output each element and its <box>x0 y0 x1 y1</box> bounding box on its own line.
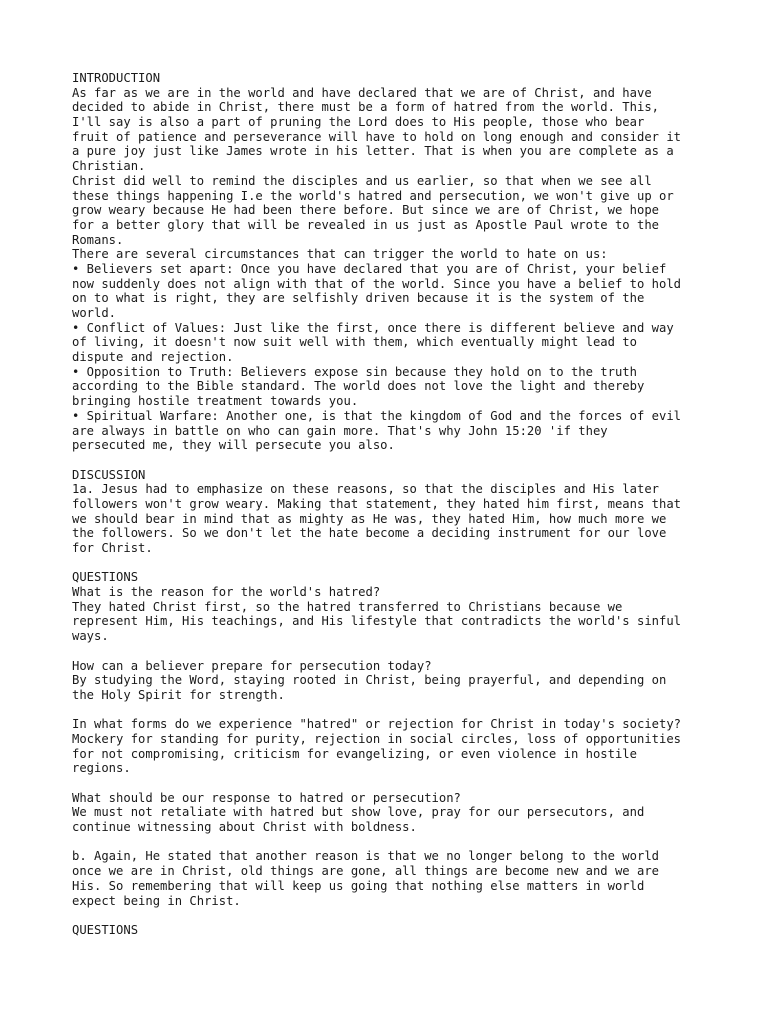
text-line: a pure joy just like James wrote in his letter. That is when you are complete as a <box>72 144 674 159</box>
text-line: for a better glory that will be revealed in us just as Apostle Paul wrote to the <box>72 217 659 232</box>
text-line: Christian. <box>72 159 146 174</box>
text-line: What should be our response to hatred or persecution? <box>72 790 461 805</box>
text-line: DISCUSSION <box>72 467 146 482</box>
text-line: dispute and rejection. <box>72 350 234 365</box>
questions-heading-1 <box>72 570 712 585</box>
paragraph-spacer <box>72 556 712 571</box>
answer-2 <box>72 673 712 702</box>
question-2 <box>72 659 712 674</box>
question-1 <box>72 585 712 600</box>
text-line: How can a believer prepare for persecution today? <box>72 658 432 673</box>
intro-paragraph-2 <box>72 174 712 247</box>
paragraph-spacer <box>72 776 712 791</box>
text-line: for Christ. <box>72 541 153 555</box>
text-line: INTRODUCTION <box>72 71 161 85</box>
text-line: • Spiritual Warfare: Another one, is that the kingdom of God and the forces of evil <box>72 408 682 423</box>
question-3 <box>72 717 712 732</box>
text-line: now suddenly does not align with that of the world. Since you have a belief to hold <box>72 276 682 291</box>
text-line: As far as we are in the world and have declared that we are of Christ, and have <box>72 85 652 100</box>
document-page <box>72 71 712 938</box>
text-line: They hated Christ first, so the hatred transferred to Christians because we <box>72 599 623 614</box>
answer-3 <box>72 732 712 776</box>
text-line: fruit of patience and perseverance will have to hold on long enough and consider it <box>72 129 682 144</box>
text-line: decided to abide in Christ, there must be a form of hatred from the world. This, <box>72 100 659 115</box>
text-line: By studying the Word, staying rooted in Christ, being prayerful, and depending on <box>72 673 667 688</box>
paragraph-spacer <box>72 835 712 850</box>
bullet-spiritual-warfare <box>72 409 712 453</box>
text-line: QUESTIONS <box>72 570 139 585</box>
text-line: Christ did well to remind the disciples and us earlier, so that when we see all <box>72 173 652 188</box>
paragraph-spacer <box>72 908 712 923</box>
text-line: of living, it doesn't now suit well with them, which eventually might lead to <box>72 335 637 350</box>
text-line: • Opposition to Truth: Believers expose sin because they hold on to the truth <box>72 364 637 379</box>
text-line: Romans. <box>72 232 124 247</box>
text-line: according to the Bible standard. The world does not love the light and thereby <box>72 379 645 394</box>
answer-4 <box>72 805 712 834</box>
text-line: expect being in Christ. <box>72 893 241 908</box>
questions-heading-2 <box>72 923 712 938</box>
discussion-1a <box>72 482 712 555</box>
text-line: represent Him, His teachings, and His lifestyle that contradicts the world's sinful <box>72 614 682 629</box>
text-line: • Believers set apart: Once you have declared that you are of Christ, your belief <box>72 261 667 276</box>
text-line: bringing hostile treatment towards you. <box>72 394 359 409</box>
text-line: persecuted me, they will persecute you also. <box>72 438 395 453</box>
text-line: 1a. Jesus had to emphasize on these reasons, so that the disciples and His later <box>72 482 659 497</box>
discussion-heading <box>72 468 712 483</box>
text-line: grow weary because He had been there before. But since we are of Christ, we hope <box>72 203 659 218</box>
text-line: the Holy Spirit for strength. <box>72 687 285 702</box>
intro-paragraph-3 <box>72 247 712 262</box>
text-line: Mockery for standing for purity, rejection in social circles, loss of opportunities <box>72 731 682 746</box>
text-line: for not compromising, criticism for evangelizing, or even violence in hostile <box>72 746 637 761</box>
text-line: b. Again, He stated that another reason is that we no longer belong to the world <box>72 849 659 864</box>
bullet-believers-set-apart <box>72 262 712 321</box>
text-line: • Conflict of Values: Just like the first, once there is different believe and way <box>72 320 674 335</box>
bullet-conflict-of-values <box>72 321 712 365</box>
text-line: His. So remembering that will keep us going that nothing else matters in world <box>72 878 645 893</box>
text-line: I'll say is also a part of pruning the Lord does to His people, those who bear <box>72 115 645 130</box>
paragraph-spacer <box>72 453 712 468</box>
text-line: followers won't grow weary. Making that statement, they hated him first, means that <box>72 496 682 511</box>
question-4 <box>72 791 712 806</box>
bullet-opposition-to-truth <box>72 365 712 409</box>
introduction-heading <box>72 71 712 86</box>
answer-1 <box>72 600 712 644</box>
text-line: There are several circumstances that can trigger the world to hate on us: <box>72 247 608 262</box>
text-line: continue witnessing about Christ with boldness. <box>72 820 417 835</box>
text-line: We must not retaliate with hatred but show love, pray for our persecutors, and <box>72 805 645 820</box>
text-line: we should bear in mind that as mighty as He was, they hated Him, how much more we <box>72 511 667 526</box>
text-line: the followers. So we don't let the hate become a deciding instrument for our love <box>72 526 667 541</box>
text-line: world. <box>72 306 117 320</box>
paragraph-spacer <box>72 703 712 718</box>
text-line: are always in battle on who can gain more. That's why John 15:20 'if they <box>72 423 608 438</box>
text-line: once we are in Christ, old things are gone, all things are become new and we are <box>72 864 659 879</box>
text-line: these things happening I.e the world's hatred and persecution, we won't give up or <box>72 188 674 203</box>
paragraph-spacer <box>72 644 712 659</box>
text-line: In what forms do we experience "hatred" or rejection for Christ in today's society? <box>72 717 682 732</box>
intro-paragraph-1 <box>72 86 712 174</box>
discussion-1b <box>72 849 712 908</box>
text-line: on to what is right, they are selfishly driven because it is the system of the <box>72 291 645 306</box>
text-line: What is the reason for the world's hatred? <box>72 585 381 600</box>
text-line: ways. <box>72 629 109 644</box>
text-line: QUESTIONS <box>72 922 139 937</box>
text-line: regions. <box>72 761 131 776</box>
